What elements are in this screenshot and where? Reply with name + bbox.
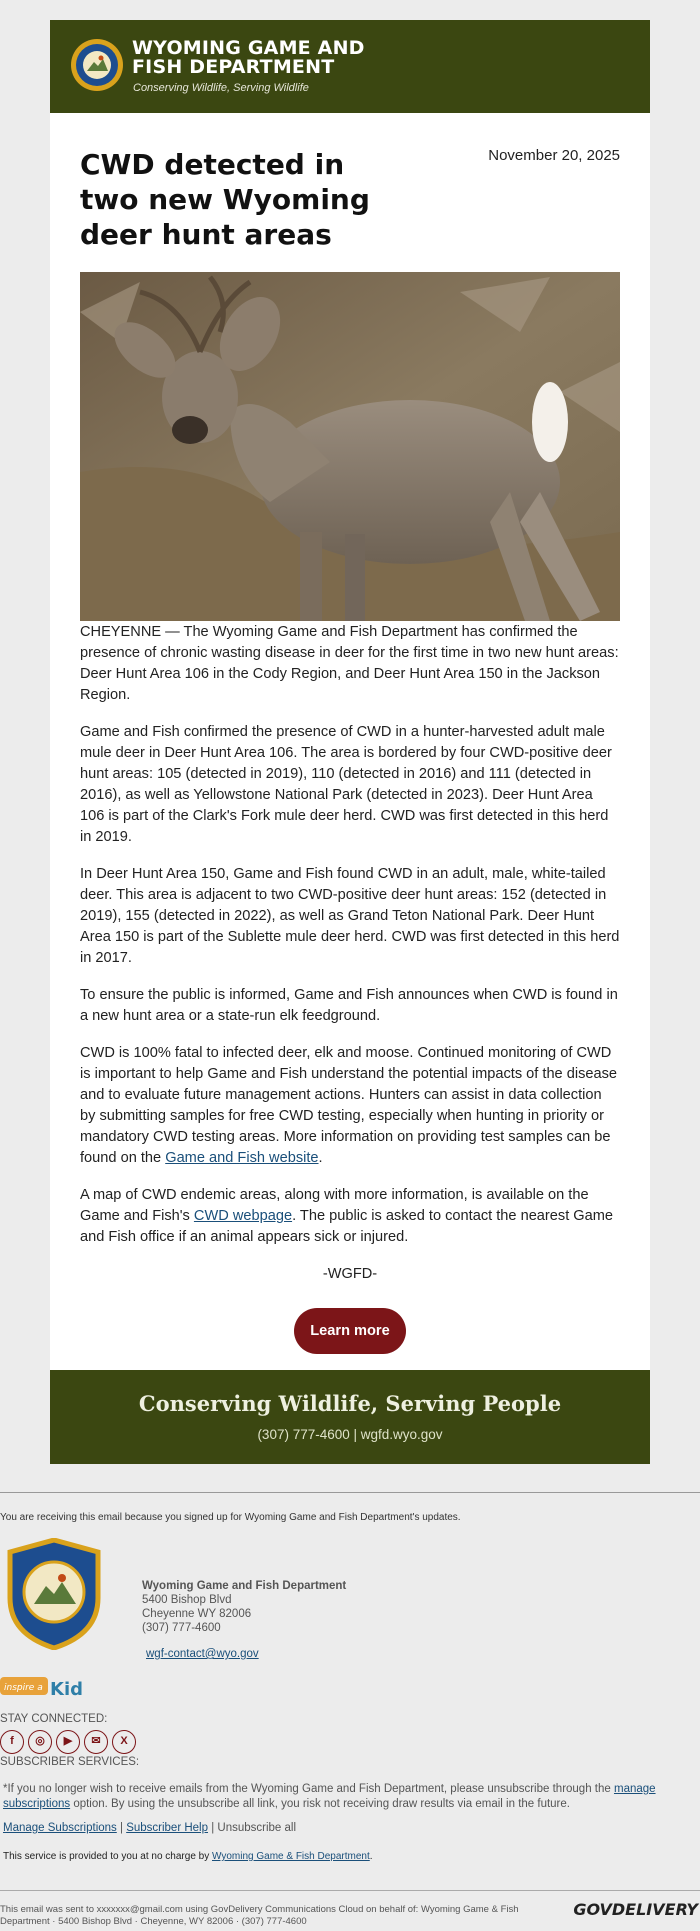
org-name: Wyoming Game and Fish Department: [142, 1580, 347, 1592]
email-icon[interactable]: ✉: [84, 1730, 108, 1754]
subscriber-help-link[interactable]: Subscriber Help: [126, 1822, 209, 1834]
footer-contact: (307) 777-4600 | wgfd.wyo.gov: [257, 1427, 443, 1442]
phone: (307) 777-4600: [142, 1622, 221, 1634]
article-date: November 20, 2025: [488, 147, 620, 164]
govdelivery-logo: GOVDELIVERY: [573, 1900, 698, 1919]
address-line: 5400 Bishop Blvd: [142, 1594, 232, 1606]
wgfd-link[interactable]: Wyoming Game & Fish Department: [212, 1851, 370, 1862]
sign-off: -WGFD-: [322, 1266, 378, 1282]
sent-notice: This email was sent to xxxxxxx@gmail.com using GovDelivery Communications Cloud on behalf of: Wyoming Game & Fish Department · 5400 Bishop Blvd · Cheyenne, WY 82006 · (307) 777-4600: [0, 1904, 519, 1927]
contact-email-link[interactable]: wgf-contact@wyo.gov: [146, 1648, 259, 1660]
article-paragraph: Game and Fish confirmed the presence of CWD in a hunter-harvested adult male mule deer in Deer Hunt Area 106. The area is bordered by four CWD-positive deer hunt areas: 105 (detected in 2019), 110 (detected in 2016) and 111 (detected in 2016), as well as Yellowstone National Park (detected in 2023). Deer Hunt Area 106 is part of the Clark's Fork mule deer herd. CWD was first detected in this herd in 2019.: [80, 724, 612, 845]
cwd-webpage-link[interactable]: CWD webpage: [193, 1208, 293, 1224]
subscriber-services-label: SUBSCRIBER SERVICES:: [0, 1756, 140, 1768]
article-paragraph: In Deer Hunt Area 150, Game and Fish found CWD in an adult, male, white-tailed deer. This area is adjacent to two CWD-positive deer hunt areas: 152 (detected in 2019), 155 (detected in 2022), as well as Grand Teton National Park. Deer Hunt Area 150 is part of the Sublette mule deer herd. CWD was first detected in this herd in 2017.: [80, 866, 620, 966]
article-paragraph: To ensure the public is informed, Game and Fish announces when CWD is found in a new hunt area or a state-run elk feedground.: [80, 987, 618, 1024]
facebook-icon[interactable]: f: [0, 1730, 24, 1754]
footer-slogan: Conserving Wildlife, Serving People: [138, 1391, 562, 1416]
subscriber-links: Manage Subscriptions | Subscriber Help | Unsubscribe all: [3, 1822, 297, 1834]
youtube-icon[interactable]: ▶: [56, 1730, 80, 1754]
footer-banner: [50, 1370, 650, 1464]
header-tagline: Conserving Wildlife, Serving Wildlife: [133, 82, 309, 94]
manage-subscriptions-inline-link[interactable]: manage subscriptions: [3, 1783, 656, 1810]
header-banner: [50, 20, 650, 113]
divider: [0, 1890, 700, 1891]
org-address-block: [142, 1579, 346, 1635]
learn-more-button[interactable]: Learn more: [294, 1308, 406, 1354]
unsubscribe-all-link[interactable]: Unsubscribe all: [217, 1822, 297, 1834]
article-paragraph: A map of CWD endemic areas, along with more information, is available on the Game and Fish's CWD webpage. The public is asked to contact the nearest Game and Fish office if an animal appears sick or injured.: [80, 1187, 614, 1245]
wgfd-seal-icon: [70, 38, 124, 92]
game-and-fish-website-link[interactable]: Game and Fish website: [165, 1150, 319, 1166]
stay-connected-label: STAY CONNECTED:: [0, 1713, 108, 1725]
divider: [0, 1492, 700, 1493]
inspire-a-kid-logo: [0, 1671, 100, 1703]
wgfd-badge-icon: [6, 1538, 102, 1650]
social-links: [0, 1730, 140, 1756]
address-line: Cheyenne WY 82006: [142, 1608, 252, 1620]
service-notice: This service is provided to you at no charge by Wyoming Game & Fish Department.: [3, 1851, 373, 1862]
svg-text:inspire a: inspire a: [4, 1683, 43, 1693]
deer-photo: [80, 272, 620, 621]
header-org-name: WYOMING GAME AND FISH DEPARTMENT: [132, 37, 365, 78]
subscription-reason: You are receiving this email because you signed up for Wyoming Game and Fish Department's updates.: [0, 1512, 461, 1523]
unsubscribe-notice: *If you no longer wish to receive emails from the Wyoming Game and Fish Department, please unsubscribe through the manage subscriptions option. By using the unsubscribe all link, you risk not receiving draw results via email in the future.: [3, 1783, 656, 1810]
instagram-icon[interactable]: ◎: [28, 1730, 52, 1754]
email-card: [50, 20, 650, 1464]
x-icon[interactable]: X: [112, 1730, 136, 1754]
svg-text:Kid: Kid: [50, 1679, 84, 1700]
article-body: [80, 622, 620, 1285]
manage-subscriptions-link[interactable]: Manage Subscriptions: [3, 1822, 117, 1834]
article-paragraph: CWD is 100% fatal to infected deer, elk and moose. Continued monitoring of CWD is important to help Game and Fish understand the potential impacts of the disease and to evaluate future management actions. Hunters can assist in data collection by submitting samples for free CWD testing, especially when hunting in priority or mandatory CWD testing areas. More information on providing test samples can be found on the Game and Fish website.: [80, 1045, 618, 1166]
article-headline: CWD detected in two new Wyoming deer hunt areas: [80, 148, 370, 251]
article-paragraph: CHEYENNE — The Wyoming Game and Fish Department has confirmed the presence of chronic wasting disease in deer for the first time in two new hunt areas: Deer Hunt Area 106 in the Cody Region, and Deer Hunt Area 150 in the Jackson Region.: [80, 624, 619, 703]
